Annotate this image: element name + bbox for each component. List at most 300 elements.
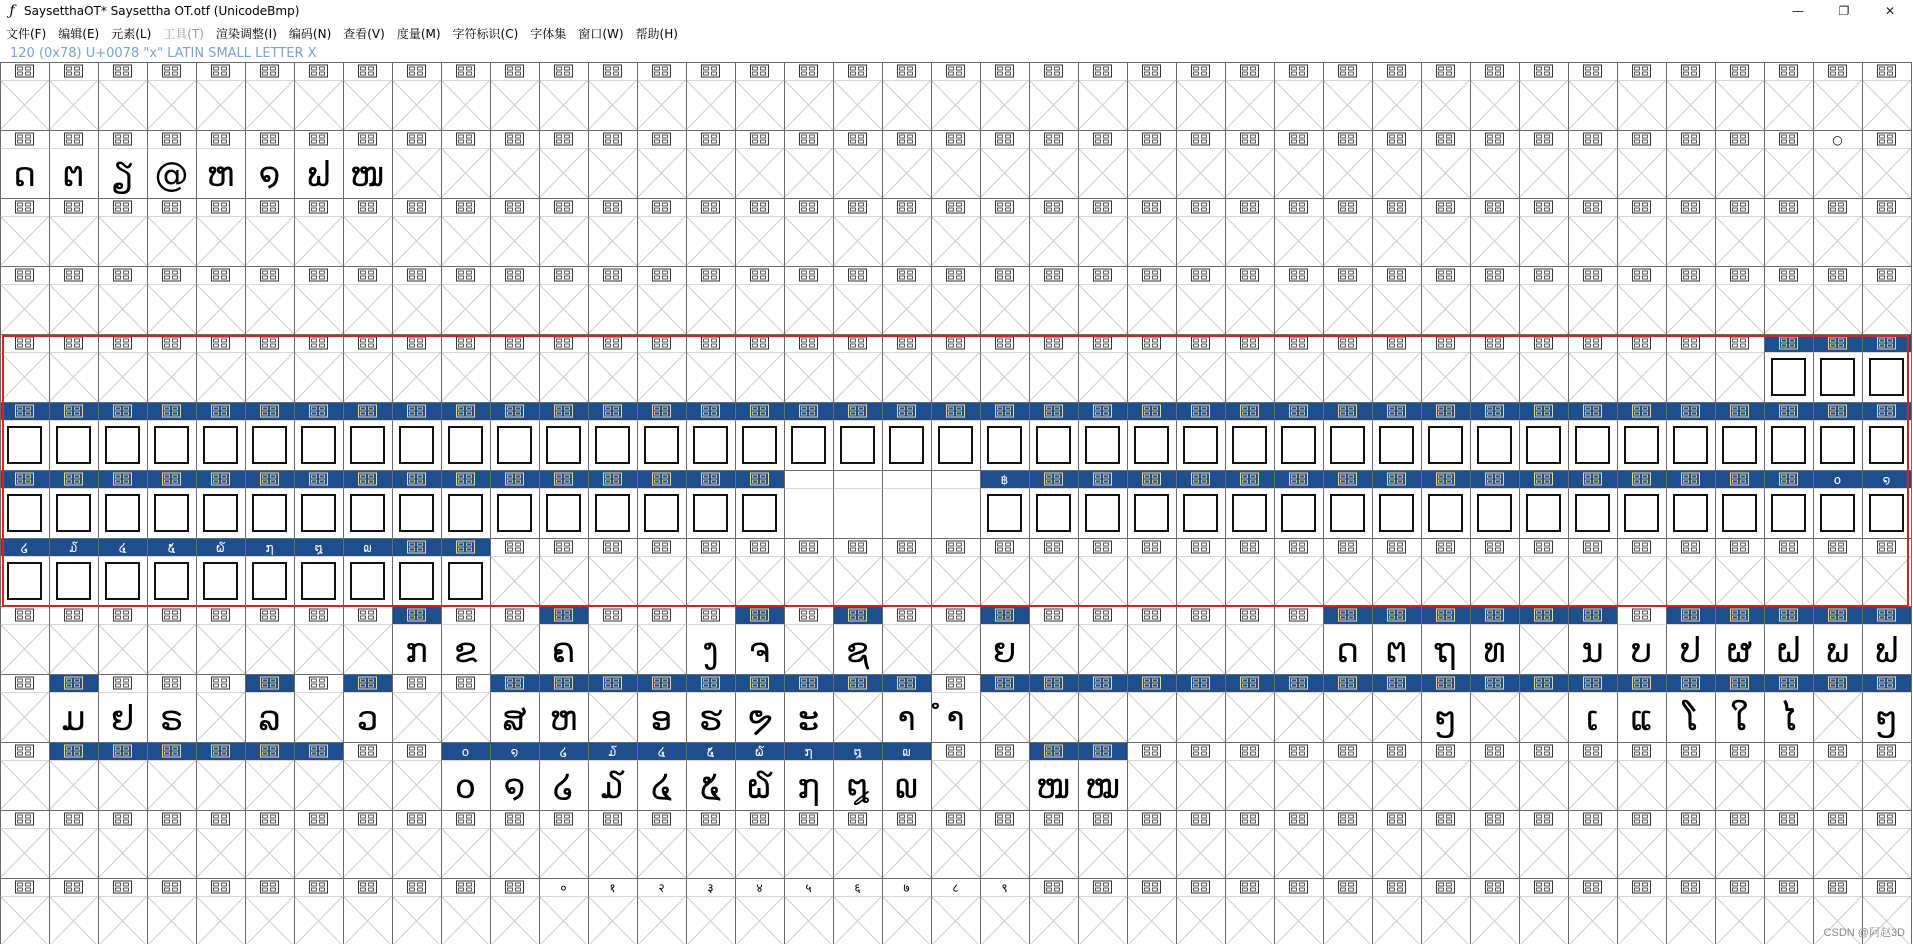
glyph-cell[interactable] bbox=[343, 878, 392, 944]
glyph-cell[interactable] bbox=[637, 538, 686, 606]
glyph-cell[interactable] bbox=[539, 606, 588, 671]
glyph-cell[interactable] bbox=[1764, 130, 1813, 198]
glyph-cell[interactable] bbox=[980, 538, 1029, 606]
glyph-cell[interactable] bbox=[735, 810, 784, 878]
glyph-cell[interactable] bbox=[147, 606, 196, 674]
glyph-cell[interactable] bbox=[539, 470, 588, 531]
glyph-cell[interactable] bbox=[833, 402, 882, 463]
glyph-cell[interactable] bbox=[1764, 62, 1813, 130]
glyph-cell[interactable] bbox=[245, 62, 294, 130]
menu-window[interactable]: 窗口(W) bbox=[578, 26, 624, 41]
glyph-cell[interactable] bbox=[490, 334, 539, 402]
glyph-cell[interactable] bbox=[931, 810, 980, 878]
glyph-cell[interactable] bbox=[1274, 606, 1323, 674]
glyph-cell[interactable] bbox=[490, 402, 539, 463]
glyph-cell[interactable] bbox=[1372, 130, 1421, 198]
glyph-cell[interactable] bbox=[147, 334, 196, 402]
glyph-cell[interactable] bbox=[833, 334, 882, 402]
glyph-cell[interactable] bbox=[735, 266, 784, 334]
glyph-cell[interactable] bbox=[882, 538, 931, 606]
glyph-cell[interactable] bbox=[980, 130, 1029, 198]
glyph-cell[interactable] bbox=[490, 742, 539, 807]
glyph-cell[interactable] bbox=[1617, 334, 1666, 402]
glyph-cell[interactable] bbox=[1715, 810, 1764, 878]
glyph-cell[interactable] bbox=[1372, 674, 1421, 742]
glyph-cell[interactable] bbox=[196, 538, 245, 599]
glyph-cell[interactable] bbox=[49, 470, 98, 531]
glyph-cell[interactable] bbox=[1862, 402, 1911, 463]
glyph-cell[interactable] bbox=[1764, 606, 1813, 671]
glyph-cell[interactable] bbox=[833, 62, 882, 130]
glyph-cell[interactable] bbox=[1323, 402, 1372, 463]
glyph-cell[interactable] bbox=[49, 130, 98, 195]
glyph-cell[interactable] bbox=[882, 810, 931, 878]
glyph-cell[interactable] bbox=[1470, 606, 1519, 671]
glyph-cell[interactable] bbox=[0, 402, 49, 463]
glyph-cell[interactable] bbox=[1715, 674, 1764, 739]
glyph-cell[interactable] bbox=[1813, 742, 1862, 810]
glyph-cell[interactable] bbox=[1568, 674, 1617, 739]
glyph-cell[interactable] bbox=[1176, 334, 1225, 402]
glyph-cell[interactable] bbox=[0, 878, 49, 944]
glyph-cell[interactable] bbox=[1715, 878, 1764, 944]
glyph-cell[interactable] bbox=[1666, 334, 1715, 402]
glyph-cell[interactable] bbox=[833, 130, 882, 198]
glyph-cell[interactable] bbox=[686, 334, 735, 402]
glyph-cell[interactable] bbox=[1470, 402, 1519, 463]
glyph-cell[interactable] bbox=[147, 538, 196, 599]
glyph-cell[interactable] bbox=[1372, 810, 1421, 878]
glyph-cell[interactable] bbox=[1666, 130, 1715, 198]
glyph-cell[interactable] bbox=[1274, 470, 1323, 531]
glyph-cell[interactable] bbox=[1568, 742, 1617, 810]
glyph-cell[interactable] bbox=[1862, 674, 1911, 739]
glyph-cell[interactable] bbox=[1372, 606, 1421, 671]
glyph-cell[interactable] bbox=[196, 402, 245, 463]
glyph-cell[interactable] bbox=[1176, 402, 1225, 463]
glyph-cell[interactable] bbox=[1519, 470, 1568, 531]
glyph-cell[interactable] bbox=[637, 878, 686, 944]
glyph-cell[interactable] bbox=[1176, 674, 1225, 742]
glyph-cell[interactable] bbox=[1519, 878, 1568, 944]
glyph-cell[interactable] bbox=[392, 334, 441, 402]
glyph-cell[interactable] bbox=[1813, 810, 1862, 878]
glyph-cell[interactable] bbox=[1176, 742, 1225, 810]
glyph-cell[interactable] bbox=[49, 810, 98, 878]
glyph-cell[interactable] bbox=[539, 742, 588, 807]
glyph-cell[interactable] bbox=[441, 266, 490, 334]
glyph-cell[interactable] bbox=[343, 470, 392, 531]
glyph-cell[interactable] bbox=[1519, 606, 1568, 674]
glyph-cell[interactable] bbox=[784, 606, 833, 674]
glyph-cell[interactable] bbox=[735, 878, 784, 944]
glyph-cell[interactable] bbox=[1470, 878, 1519, 944]
glyph-cell[interactable] bbox=[1617, 402, 1666, 463]
glyph-cell[interactable] bbox=[98, 130, 147, 195]
glyph-cell[interactable] bbox=[490, 198, 539, 266]
glyph-cell[interactable] bbox=[1127, 334, 1176, 402]
glyph-cell[interactable] bbox=[1127, 402, 1176, 463]
glyph-cell[interactable] bbox=[196, 606, 245, 674]
glyph-cell[interactable] bbox=[1274, 538, 1323, 606]
glyph-cell[interactable] bbox=[245, 878, 294, 944]
glyph-cell[interactable] bbox=[1470, 538, 1519, 606]
glyph-cell[interactable] bbox=[1813, 198, 1862, 266]
glyph-cell[interactable] bbox=[1617, 130, 1666, 198]
glyph-cell[interactable] bbox=[1519, 334, 1568, 402]
glyph-cell[interactable] bbox=[686, 810, 735, 878]
glyph-cell[interactable] bbox=[588, 334, 637, 402]
glyph-cell[interactable] bbox=[1862, 538, 1911, 606]
glyph-cell[interactable] bbox=[588, 130, 637, 198]
glyph-cell[interactable] bbox=[1421, 130, 1470, 198]
glyph-cell[interactable] bbox=[539, 538, 588, 606]
glyph-cell[interactable] bbox=[980, 62, 1029, 130]
glyph-cell[interactable] bbox=[833, 742, 882, 807]
glyph-cell[interactable] bbox=[1421, 742, 1470, 810]
glyph-cell[interactable] bbox=[833, 538, 882, 606]
glyph-cell[interactable] bbox=[343, 266, 392, 334]
glyph-cell[interactable] bbox=[1862, 130, 1911, 198]
glyph-cell[interactable] bbox=[147, 470, 196, 531]
glyph-cell[interactable] bbox=[1813, 538, 1862, 606]
glyph-cell[interactable] bbox=[1470, 62, 1519, 130]
glyph-cell[interactable] bbox=[343, 334, 392, 402]
glyph-cell[interactable] bbox=[1225, 810, 1274, 878]
menu-help[interactable]: 帮助(H) bbox=[635, 26, 678, 41]
glyph-cell[interactable] bbox=[833, 810, 882, 878]
glyph-cell[interactable] bbox=[1225, 266, 1274, 334]
glyph-cell[interactable] bbox=[686, 470, 735, 531]
close-button[interactable]: ✕ bbox=[1884, 4, 1896, 18]
glyph-cell[interactable] bbox=[1813, 606, 1862, 671]
glyph-cell[interactable] bbox=[1323, 674, 1372, 742]
glyph-cell[interactable] bbox=[343, 538, 392, 599]
glyph-cell[interactable] bbox=[1372, 538, 1421, 606]
glyph-cell[interactable] bbox=[1078, 878, 1127, 944]
glyph-cell[interactable] bbox=[784, 878, 833, 944]
glyph-cell[interactable] bbox=[1862, 810, 1911, 878]
glyph-cell[interactable] bbox=[490, 538, 539, 606]
glyph-cell[interactable] bbox=[931, 742, 980, 810]
glyph-cell[interactable] bbox=[1225, 606, 1274, 674]
glyph-cell[interactable] bbox=[441, 198, 490, 266]
glyph-cell[interactable] bbox=[980, 334, 1029, 402]
glyph-cell[interactable] bbox=[1421, 62, 1470, 130]
glyph-cell[interactable] bbox=[1225, 538, 1274, 606]
glyph-cell[interactable] bbox=[441, 810, 490, 878]
glyph-cell[interactable] bbox=[1813, 334, 1862, 395]
glyph-cell[interactable] bbox=[196, 334, 245, 402]
glyph-cell[interactable] bbox=[1519, 198, 1568, 266]
glyph-cell[interactable] bbox=[490, 266, 539, 334]
glyph-cell[interactable] bbox=[1274, 674, 1323, 742]
glyph-cell[interactable] bbox=[1421, 606, 1470, 671]
glyph-cell[interactable] bbox=[1617, 198, 1666, 266]
glyph-cell[interactable] bbox=[1274, 334, 1323, 402]
glyph-cell[interactable] bbox=[1715, 198, 1764, 266]
glyph-cell[interactable] bbox=[98, 62, 147, 130]
glyph-cell[interactable] bbox=[1029, 470, 1078, 531]
glyph-cell[interactable] bbox=[343, 130, 392, 195]
glyph-cell[interactable] bbox=[1274, 266, 1323, 334]
glyph-cell[interactable] bbox=[490, 606, 539, 674]
glyph-cell[interactable] bbox=[147, 742, 196, 810]
glyph-cell[interactable] bbox=[392, 810, 441, 878]
glyph-cell[interactable] bbox=[1323, 606, 1372, 671]
glyph-cell[interactable] bbox=[1421, 810, 1470, 878]
glyph-cell[interactable] bbox=[1421, 198, 1470, 266]
glyph-cell[interactable] bbox=[245, 334, 294, 402]
glyph-cell[interactable] bbox=[1519, 62, 1568, 130]
glyph-cell[interactable] bbox=[1715, 470, 1764, 531]
glyph-cell[interactable] bbox=[1372, 742, 1421, 810]
glyph-cell[interactable] bbox=[0, 810, 49, 878]
menu-edit[interactable]: 编辑(E) bbox=[58, 26, 100, 41]
glyph-cell[interactable] bbox=[1862, 334, 1911, 395]
menu-cid[interactable]: 字符标识(C) bbox=[452, 26, 519, 41]
glyph-cell[interactable] bbox=[294, 266, 343, 334]
glyph-cell[interactable] bbox=[98, 742, 147, 810]
glyph-cell[interactable] bbox=[1519, 402, 1568, 463]
glyph-cell[interactable] bbox=[882, 130, 931, 198]
glyph-cell[interactable] bbox=[1666, 810, 1715, 878]
glyph-cell[interactable] bbox=[588, 470, 637, 531]
glyph-cell[interactable] bbox=[1666, 402, 1715, 463]
glyph-cell[interactable] bbox=[784, 266, 833, 334]
glyph-cell[interactable] bbox=[784, 538, 833, 606]
glyph-cell[interactable] bbox=[1078, 810, 1127, 878]
glyph-cell[interactable] bbox=[931, 878, 980, 944]
glyph-cell[interactable] bbox=[1421, 266, 1470, 334]
glyph-cell[interactable] bbox=[735, 130, 784, 198]
glyph-cell[interactable] bbox=[49, 402, 98, 463]
glyph-cell[interactable] bbox=[147, 198, 196, 266]
glyph-cell[interactable] bbox=[1372, 402, 1421, 463]
glyph-cell[interactable] bbox=[0, 130, 49, 195]
glyph-cell[interactable] bbox=[196, 674, 245, 742]
glyph-cell[interactable] bbox=[1323, 878, 1372, 944]
glyph-cell[interactable] bbox=[588, 878, 637, 944]
menu-metrics[interactable]: 度量(M) bbox=[396, 26, 441, 41]
glyph-cell[interactable] bbox=[1666, 198, 1715, 266]
glyph-cell[interactable] bbox=[1078, 606, 1127, 674]
glyph-cell[interactable] bbox=[882, 742, 931, 807]
glyph-cell[interactable] bbox=[1862, 198, 1911, 266]
glyph-cell[interactable] bbox=[490, 674, 539, 739]
glyph-cell[interactable] bbox=[196, 810, 245, 878]
glyph-cell[interactable] bbox=[980, 402, 1029, 463]
glyph-cell[interactable] bbox=[1225, 470, 1274, 531]
glyph-cell[interactable] bbox=[1029, 606, 1078, 674]
glyph-cell[interactable] bbox=[1372, 62, 1421, 130]
glyph-cell[interactable] bbox=[490, 810, 539, 878]
menu-mm[interactable]: 字体集 bbox=[530, 26, 567, 41]
glyph-cell[interactable] bbox=[1617, 470, 1666, 531]
glyph-cell[interactable] bbox=[49, 198, 98, 266]
glyph-cell[interactable] bbox=[1470, 742, 1519, 810]
glyph-cell[interactable] bbox=[1225, 334, 1274, 402]
glyph-cell[interactable] bbox=[686, 130, 735, 198]
glyph-cell[interactable] bbox=[1715, 62, 1764, 130]
glyph-cell[interactable] bbox=[1715, 742, 1764, 810]
glyph-cell[interactable] bbox=[1568, 402, 1617, 463]
glyph-cell[interactable] bbox=[147, 810, 196, 878]
glyph-cell[interactable] bbox=[392, 470, 441, 531]
glyph-cell[interactable] bbox=[196, 878, 245, 944]
glyph-cell[interactable] bbox=[980, 606, 1029, 671]
glyph-cell[interactable] bbox=[1029, 402, 1078, 463]
glyph-cell[interactable] bbox=[833, 606, 882, 671]
glyph-cell[interactable] bbox=[1519, 810, 1568, 878]
glyph-cell[interactable] bbox=[1029, 674, 1078, 742]
glyph-cell[interactable] bbox=[1078, 198, 1127, 266]
glyph-cell[interactable] bbox=[294, 198, 343, 266]
glyph-cell[interactable] bbox=[1421, 402, 1470, 463]
glyph-cell[interactable] bbox=[1421, 538, 1470, 606]
glyph-cell[interactable] bbox=[1029, 62, 1078, 130]
glyph-cell[interactable] bbox=[1029, 810, 1078, 878]
menu-tools[interactable]: 工具(T) bbox=[163, 26, 204, 41]
glyph-cell[interactable] bbox=[784, 402, 833, 463]
glyph-cell[interactable] bbox=[1862, 606, 1911, 671]
glyph-cell[interactable] bbox=[1127, 878, 1176, 944]
glyph-cell[interactable] bbox=[343, 402, 392, 463]
glyph-cell[interactable] bbox=[343, 810, 392, 878]
glyph-cell[interactable] bbox=[1715, 334, 1764, 402]
glyph-cell[interactable] bbox=[784, 470, 833, 488]
glyph-cell[interactable] bbox=[1274, 62, 1323, 130]
glyph-cell[interactable] bbox=[980, 470, 1029, 531]
glyph-cell[interactable] bbox=[98, 402, 147, 463]
glyph-cell[interactable] bbox=[931, 402, 980, 463]
glyph-cell[interactable] bbox=[686, 402, 735, 463]
glyph-cell[interactable] bbox=[1470, 198, 1519, 266]
glyph-cell[interactable] bbox=[98, 878, 147, 944]
glyph-cell[interactable] bbox=[1617, 62, 1666, 130]
glyph-cell[interactable] bbox=[245, 266, 294, 334]
glyph-cell[interactable] bbox=[1666, 674, 1715, 739]
glyph-cell[interactable] bbox=[1862, 266, 1911, 334]
glyph-cell[interactable] bbox=[931, 62, 980, 130]
glyph-cell[interactable] bbox=[1519, 538, 1568, 606]
glyph-cell[interactable] bbox=[98, 470, 147, 531]
glyph-cell[interactable] bbox=[1127, 62, 1176, 130]
glyph-cell[interactable] bbox=[196, 198, 245, 266]
glyph-cell[interactable] bbox=[1568, 62, 1617, 130]
glyph-cell[interactable] bbox=[294, 538, 343, 599]
glyph-cell[interactable] bbox=[882, 674, 931, 739]
glyph-cell[interactable] bbox=[1813, 674, 1862, 742]
glyph-cell[interactable] bbox=[1617, 674, 1666, 739]
glyph-cell[interactable] bbox=[1274, 810, 1323, 878]
glyph-cell[interactable] bbox=[294, 674, 343, 742]
glyph-cell[interactable] bbox=[1421, 878, 1470, 944]
glyph-cell[interactable] bbox=[931, 538, 980, 606]
glyph-cell[interactable] bbox=[1617, 810, 1666, 878]
glyph-cell[interactable] bbox=[882, 878, 931, 944]
glyph-cell[interactable] bbox=[1176, 470, 1225, 531]
glyph-cell[interactable] bbox=[441, 334, 490, 402]
glyph-cell[interactable] bbox=[1421, 334, 1470, 402]
glyph-cell[interactable] bbox=[1764, 198, 1813, 266]
glyph-cell[interactable] bbox=[392, 130, 441, 198]
glyph-cell[interactable] bbox=[98, 606, 147, 674]
glyph-cell[interactable] bbox=[686, 538, 735, 606]
menu-file[interactable]: 文件(F) bbox=[6, 26, 47, 41]
glyph-cell[interactable] bbox=[1715, 266, 1764, 334]
glyph-cell[interactable] bbox=[1470, 130, 1519, 198]
glyph-cell[interactable] bbox=[1127, 674, 1176, 742]
glyph-cell[interactable] bbox=[980, 266, 1029, 334]
glyph-cell[interactable] bbox=[637, 130, 686, 198]
glyph-cell[interactable] bbox=[1323, 198, 1372, 266]
glyph-cell[interactable] bbox=[1568, 130, 1617, 198]
glyph-cell[interactable] bbox=[441, 538, 490, 599]
glyph-cell[interactable] bbox=[735, 470, 784, 531]
glyph-cell[interactable] bbox=[931, 198, 980, 266]
glyph-cell[interactable] bbox=[1127, 266, 1176, 334]
glyph-cell[interactable] bbox=[539, 674, 588, 739]
glyph-cell[interactable] bbox=[539, 130, 588, 198]
glyph-cell[interactable] bbox=[588, 198, 637, 266]
glyph-cell[interactable] bbox=[882, 198, 931, 266]
glyph-cell[interactable] bbox=[1764, 742, 1813, 810]
glyph-cell[interactable] bbox=[686, 742, 735, 807]
glyph-cell[interactable] bbox=[1323, 742, 1372, 810]
glyph-cell[interactable] bbox=[735, 198, 784, 266]
glyph-cell[interactable] bbox=[1617, 266, 1666, 334]
glyph-cell[interactable] bbox=[196, 470, 245, 531]
glyph-cell[interactable] bbox=[1078, 538, 1127, 606]
glyph-cell[interactable] bbox=[735, 334, 784, 402]
glyph-cell[interactable] bbox=[245, 742, 294, 810]
glyph-cell[interactable] bbox=[1029, 130, 1078, 198]
glyph-cell[interactable] bbox=[1225, 878, 1274, 944]
glyph-cell[interactable] bbox=[1813, 470, 1862, 531]
glyph-cell[interactable] bbox=[1470, 674, 1519, 742]
glyph-cell[interactable] bbox=[1176, 198, 1225, 266]
glyph-cell[interactable] bbox=[882, 402, 931, 463]
glyph-cell[interactable] bbox=[588, 62, 637, 130]
menu-view[interactable]: 查看(V) bbox=[343, 26, 385, 41]
glyph-cell[interactable] bbox=[735, 674, 784, 739]
glyph-cell[interactable] bbox=[1813, 266, 1862, 334]
glyph-cell[interactable] bbox=[931, 334, 980, 402]
glyph-cell[interactable] bbox=[784, 198, 833, 266]
glyph-cell[interactable] bbox=[294, 742, 343, 810]
glyph-cell[interactable] bbox=[0, 470, 49, 531]
glyph-cell[interactable] bbox=[1666, 742, 1715, 810]
glyph-cell[interactable] bbox=[1617, 742, 1666, 810]
glyph-cell[interactable] bbox=[686, 606, 735, 671]
glyph-cell[interactable] bbox=[1274, 130, 1323, 198]
glyph-cell[interactable] bbox=[686, 62, 735, 130]
glyph-cell[interactable] bbox=[343, 742, 392, 810]
glyph-cell[interactable] bbox=[686, 198, 735, 266]
glyph-cell[interactable] bbox=[245, 130, 294, 195]
glyph-cell[interactable] bbox=[784, 810, 833, 878]
glyph-cell[interactable] bbox=[392, 674, 441, 742]
glyph-cell[interactable] bbox=[441, 606, 490, 671]
glyph-cell[interactable] bbox=[441, 742, 490, 807]
glyph-cell[interactable] bbox=[539, 334, 588, 402]
glyph-cell[interactable] bbox=[1078, 742, 1127, 807]
glyph-cell[interactable] bbox=[441, 402, 490, 463]
glyph-cell[interactable] bbox=[245, 402, 294, 463]
glyph-cell[interactable] bbox=[1421, 470, 1470, 531]
glyph-cell[interactable] bbox=[1225, 62, 1274, 130]
